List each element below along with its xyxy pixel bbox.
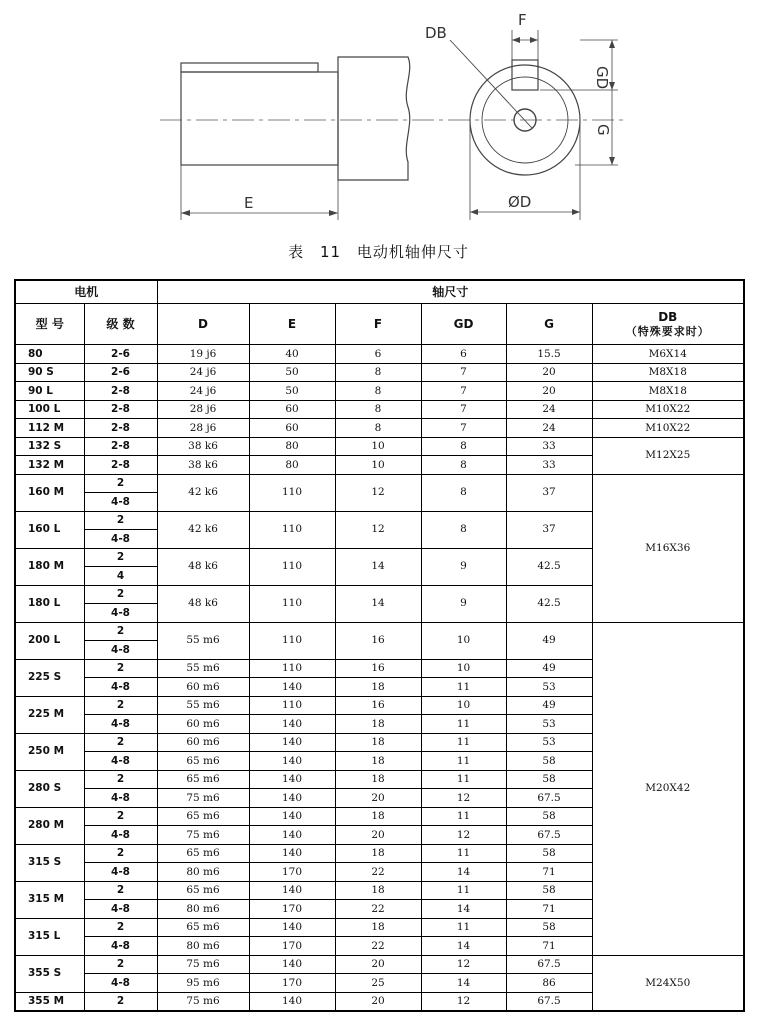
cell-gd: 8 — [421, 474, 506, 511]
cell-g: 53 — [506, 733, 592, 752]
cell-f: 18 — [335, 844, 421, 863]
cell-e: 170 — [249, 900, 335, 919]
cell-db: M10X22 — [592, 400, 744, 419]
header-pole: 级 数 — [84, 304, 157, 345]
cell-d: 65 m6 — [157, 844, 249, 863]
cell-model: 315 S — [15, 844, 84, 881]
cell-pole: 2 — [84, 955, 157, 974]
cell-d: 75 m6 — [157, 992, 249, 1011]
cell-gd: 10 — [421, 622, 506, 659]
label-db: DB — [425, 24, 447, 42]
cell-g: 67.5 — [506, 789, 592, 808]
label-f: F — [518, 11, 527, 29]
table-row — [15, 474, 744, 493]
cell-f: 6 — [335, 345, 421, 364]
caption-title: 电动机轴伸尺寸 — [356, 243, 469, 261]
cell-g: 58 — [506, 770, 592, 789]
cell-g: 58 — [506, 881, 592, 900]
cell-db: M6X14 — [592, 345, 744, 364]
caption-prefix: 表 — [288, 243, 305, 261]
cell-f: 12 — [335, 474, 421, 511]
cell-e: 140 — [249, 678, 335, 697]
cell-e: 140 — [249, 770, 335, 789]
cell-d: 95 m6 — [157, 974, 249, 993]
cell-gd: 12 — [421, 826, 506, 845]
cell-g: 58 — [506, 918, 592, 937]
cell-model: 315 L — [15, 918, 84, 955]
cell-e: 140 — [249, 992, 335, 1011]
cell-d: 24 j6 — [157, 363, 249, 382]
cell-pole: 4-8 — [84, 530, 157, 549]
cell-g: 37 — [506, 474, 592, 511]
cell-gd: 11 — [421, 770, 506, 789]
cell-model: 132 S — [15, 437, 84, 456]
db-leader — [450, 40, 532, 128]
cell-gd: 11 — [421, 678, 506, 697]
cell-model: 180 M — [15, 548, 84, 585]
cell-model: 250 M — [15, 733, 84, 770]
cell-pole: 4-8 — [84, 752, 157, 771]
cell-pole: 2-8 — [84, 437, 157, 456]
cell-pole: 2 — [84, 844, 157, 863]
cell-pole: 4-8 — [84, 493, 157, 512]
cell-e: 140 — [249, 807, 335, 826]
cell-model: 90 S — [15, 363, 84, 382]
cell-gd: 7 — [421, 419, 506, 438]
cell-g: 53 — [506, 715, 592, 734]
cell-e: 140 — [249, 826, 335, 845]
cell-d: 80 m6 — [157, 863, 249, 882]
cell-g: 86 — [506, 974, 592, 993]
cell-pole: 2 — [84, 511, 157, 530]
table-row — [15, 345, 744, 364]
header-db-note: （特殊要求时） — [625, 325, 710, 338]
cell-pole: 4-8 — [84, 789, 157, 808]
cell-e: 60 — [249, 419, 335, 438]
cell-e: 110 — [249, 696, 335, 715]
cell-gd: 12 — [421, 789, 506, 808]
cell-f: 8 — [335, 382, 421, 401]
shaft-dimension-drawing — [0, 0, 757, 235]
table-row — [15, 419, 744, 438]
shaft-body — [181, 72, 338, 165]
cell-model: 80 — [15, 345, 84, 364]
cell-e: 140 — [249, 844, 335, 863]
cell-g: 24 — [506, 400, 592, 419]
cell-d: 48 k6 — [157, 548, 249, 585]
cell-db: M10X22 — [592, 419, 744, 438]
cell-f: 16 — [335, 622, 421, 659]
cell-model: 160 L — [15, 511, 84, 548]
cell-db: M8X18 — [592, 382, 744, 401]
cell-model: 132 M — [15, 456, 84, 475]
table-caption — [0, 241, 757, 262]
cell-e: 80 — [249, 437, 335, 456]
cell-f: 20 — [335, 992, 421, 1011]
cell-g: 67.5 — [506, 826, 592, 845]
cell-f: 10 — [335, 437, 421, 456]
cell-pole: 4-8 — [84, 863, 157, 882]
cell-model: 355 S — [15, 955, 84, 992]
cell-pole: 2 — [84, 807, 157, 826]
cell-f: 18 — [335, 881, 421, 900]
cell-f: 14 — [335, 585, 421, 622]
cell-g: 53 — [506, 678, 592, 697]
cell-g: 67.5 — [506, 992, 592, 1011]
cell-model: 355 M — [15, 992, 84, 1011]
cell-g: 33 — [506, 456, 592, 475]
cell-gd: 8 — [421, 456, 506, 475]
cell-model: 225 M — [15, 696, 84, 733]
cell-e: 140 — [249, 733, 335, 752]
cell-g: 49 — [506, 696, 592, 715]
cell-pole: 2-8 — [84, 400, 157, 419]
cell-d: 24 j6 — [157, 382, 249, 401]
cell-f: 18 — [335, 770, 421, 789]
cell-f: 22 — [335, 937, 421, 956]
cell-d: 65 m6 — [157, 770, 249, 789]
cell-g: 71 — [506, 863, 592, 882]
cell-e: 140 — [249, 715, 335, 734]
cell-d: 60 m6 — [157, 733, 249, 752]
cell-gd: 10 — [421, 696, 506, 715]
header-f: F — [335, 304, 421, 345]
header-e: E — [249, 304, 335, 345]
cell-gd: 11 — [421, 918, 506, 937]
cell-pole: 4 — [84, 567, 157, 586]
cell-f: 8 — [335, 419, 421, 438]
cell-gd: 14 — [421, 863, 506, 882]
cell-gd: 11 — [421, 807, 506, 826]
cell-pole: 2 — [84, 696, 157, 715]
cell-pole: 2-6 — [84, 363, 157, 382]
table-row — [15, 622, 744, 641]
cell-e: 140 — [249, 918, 335, 937]
cell-f: 8 — [335, 363, 421, 382]
cell-model: 280 S — [15, 770, 84, 807]
cell-e: 50 — [249, 363, 335, 382]
header-shaft-size: 轴尺寸 — [157, 280, 744, 304]
cell-e: 80 — [249, 456, 335, 475]
cell-pole: 2-8 — [84, 456, 157, 475]
cell-gd: 7 — [421, 400, 506, 419]
cell-model: 200 L — [15, 622, 84, 659]
cell-model: 90 L — [15, 382, 84, 401]
header-db-label: DB — [658, 310, 678, 324]
cell-e: 110 — [249, 622, 335, 659]
cell-pole: 4-8 — [84, 826, 157, 845]
cell-pole: 4-8 — [84, 641, 157, 660]
cell-d: 42 k6 — [157, 474, 249, 511]
cell-f: 20 — [335, 789, 421, 808]
cell-gd: 7 — [421, 363, 506, 382]
label-g: G — [594, 124, 612, 136]
cell-e: 40 — [249, 345, 335, 364]
shaft-break — [338, 57, 410, 180]
cell-e: 110 — [249, 548, 335, 585]
cell-d: 75 m6 — [157, 955, 249, 974]
cell-pole: 4-8 — [84, 937, 157, 956]
cell-g: 58 — [506, 807, 592, 826]
cell-d: 19 j6 — [157, 345, 249, 364]
cell-g: 71 — [506, 900, 592, 919]
cell-pole: 2 — [84, 659, 157, 678]
cell-f: 16 — [335, 659, 421, 678]
cell-d: 65 m6 — [157, 881, 249, 900]
cell-e: 50 — [249, 382, 335, 401]
cell-db: M12X25 — [592, 437, 744, 474]
cell-e: 140 — [249, 955, 335, 974]
header-model: 型 号 — [15, 304, 84, 345]
cell-f: 10 — [335, 456, 421, 475]
cell-db: M16X36 — [592, 474, 744, 622]
cell-pole: 4-8 — [84, 678, 157, 697]
cell-model: 100 L — [15, 400, 84, 419]
header-motor: 电机 — [15, 280, 157, 304]
table-row — [15, 363, 744, 382]
cell-gd: 7 — [421, 382, 506, 401]
cell-pole: 2 — [84, 733, 157, 752]
cell-pole: 2 — [84, 474, 157, 493]
cell-gd: 12 — [421, 992, 506, 1011]
cell-d: 42 k6 — [157, 511, 249, 548]
cell-g: 58 — [506, 844, 592, 863]
cell-d: 28 j6 — [157, 400, 249, 419]
cell-pole: 2-8 — [84, 382, 157, 401]
cell-g: 24 — [506, 419, 592, 438]
cell-f: 18 — [335, 807, 421, 826]
cell-f: 16 — [335, 696, 421, 715]
cell-d: 38 k6 — [157, 456, 249, 475]
header-d: D — [157, 304, 249, 345]
cell-g: 58 — [506, 752, 592, 771]
cell-d: 38 k6 — [157, 437, 249, 456]
cell-gd: 14 — [421, 974, 506, 993]
cell-d: 55 m6 — [157, 696, 249, 715]
table-row — [15, 400, 744, 419]
label-gd: GD — [593, 66, 611, 90]
label-e: E — [244, 194, 254, 212]
cell-pole: 4-8 — [84, 900, 157, 919]
cell-model: 280 M — [15, 807, 84, 844]
cell-f: 25 — [335, 974, 421, 993]
cell-f: 18 — [335, 918, 421, 937]
cell-f: 18 — [335, 715, 421, 734]
cell-gd: 10 — [421, 659, 506, 678]
cell-d: 28 j6 — [157, 419, 249, 438]
header-g: G — [506, 304, 592, 345]
cell-f: 18 — [335, 733, 421, 752]
cell-f: 22 — [335, 900, 421, 919]
cell-e: 60 — [249, 400, 335, 419]
cell-f: 14 — [335, 548, 421, 585]
cell-gd: 11 — [421, 752, 506, 771]
cell-d: 55 m6 — [157, 622, 249, 659]
cell-f: 20 — [335, 826, 421, 845]
cell-f: 18 — [335, 678, 421, 697]
cell-e: 110 — [249, 659, 335, 678]
shaft-key — [181, 63, 318, 72]
caption-number: 11 — [319, 243, 342, 261]
cell-e: 170 — [249, 863, 335, 882]
cell-e: 140 — [249, 881, 335, 900]
header-db — [592, 304, 744, 345]
cell-d: 75 m6 — [157, 826, 249, 845]
table-row — [15, 955, 744, 974]
cell-e: 140 — [249, 752, 335, 771]
cell-gd: 12 — [421, 955, 506, 974]
cell-g: 67.5 — [506, 955, 592, 974]
cell-d: 60 m6 — [157, 678, 249, 697]
cell-pole: 2-8 — [84, 419, 157, 438]
cell-gd: 11 — [421, 715, 506, 734]
cell-pole: 2 — [84, 992, 157, 1011]
table-body — [15, 345, 744, 1012]
cell-model: 180 L — [15, 585, 84, 622]
cell-pole: 2 — [84, 548, 157, 567]
cell-gd: 11 — [421, 733, 506, 752]
cell-g: 49 — [506, 622, 592, 659]
table-row — [15, 382, 744, 401]
cell-g: 33 — [506, 437, 592, 456]
cell-pole: 2 — [84, 881, 157, 900]
cell-model: 315 M — [15, 881, 84, 918]
cell-d: 65 m6 — [157, 752, 249, 771]
cell-pole: 4-8 — [84, 974, 157, 993]
header-gd: GD — [421, 304, 506, 345]
cell-pole: 4-8 — [84, 604, 157, 623]
cell-g: 42.5 — [506, 548, 592, 585]
cell-e: 110 — [249, 474, 335, 511]
cell-e: 110 — [249, 585, 335, 622]
cell-model: 160 M — [15, 474, 84, 511]
cell-f: 18 — [335, 752, 421, 771]
cell-d: 80 m6 — [157, 937, 249, 956]
cell-f: 8 — [335, 400, 421, 419]
cell-gd: 14 — [421, 937, 506, 956]
cell-pole: 2-6 — [84, 345, 157, 364]
cell-g: 15.5 — [506, 345, 592, 364]
cell-d: 65 m6 — [157, 918, 249, 937]
cell-d: 60 m6 — [157, 715, 249, 734]
cell-gd: 11 — [421, 844, 506, 863]
cell-pole: 2 — [84, 770, 157, 789]
cell-g: 49 — [506, 659, 592, 678]
cell-pole: 2 — [84, 918, 157, 937]
cell-g: 20 — [506, 363, 592, 382]
cell-g: 37 — [506, 511, 592, 548]
cell-g: 20 — [506, 382, 592, 401]
cell-e: 170 — [249, 974, 335, 993]
cell-d: 48 k6 — [157, 585, 249, 622]
cell-d: 75 m6 — [157, 789, 249, 808]
cell-e: 140 — [249, 789, 335, 808]
cell-d: 65 m6 — [157, 807, 249, 826]
cell-db: M8X18 — [592, 363, 744, 382]
cell-gd: 14 — [421, 900, 506, 919]
cell-f: 12 — [335, 511, 421, 548]
cell-gd: 6 — [421, 345, 506, 364]
cell-db: M24X50 — [592, 955, 744, 1011]
cell-model: 112 M — [15, 419, 84, 438]
cell-gd: 9 — [421, 548, 506, 585]
cell-gd: 9 — [421, 585, 506, 622]
cell-pole: 2 — [84, 622, 157, 641]
cell-f: 20 — [335, 955, 421, 974]
table-row — [15, 437, 744, 456]
cell-pole: 2 — [84, 585, 157, 604]
cell-f: 22 — [335, 863, 421, 882]
cell-pole: 4-8 — [84, 715, 157, 734]
cell-gd: 8 — [421, 511, 506, 548]
cell-d: 55 m6 — [157, 659, 249, 678]
cell-d: 80 m6 — [157, 900, 249, 919]
label-d: ØD — [508, 193, 532, 211]
shaft-dimension-table — [14, 279, 745, 1012]
cell-gd: 11 — [421, 881, 506, 900]
cell-e: 170 — [249, 937, 335, 956]
cell-db: M20X42 — [592, 622, 744, 955]
cell-g: 42.5 — [506, 585, 592, 622]
cell-g: 71 — [506, 937, 592, 956]
cell-gd: 8 — [421, 437, 506, 456]
cell-e: 110 — [249, 511, 335, 548]
cell-model: 225 S — [15, 659, 84, 696]
